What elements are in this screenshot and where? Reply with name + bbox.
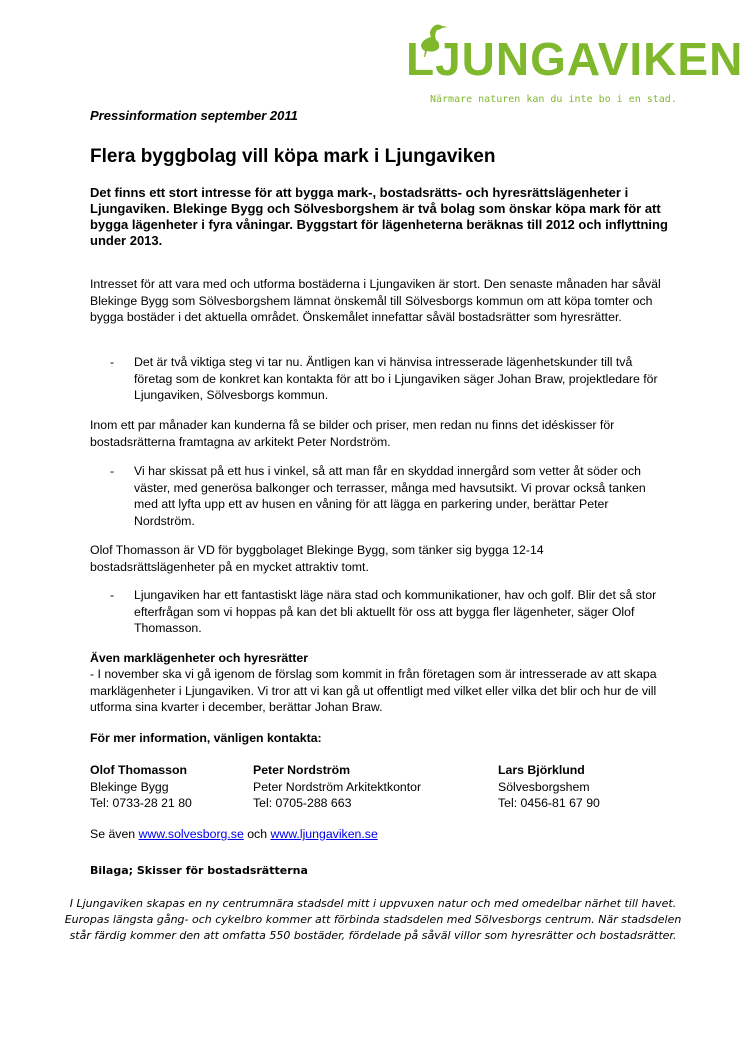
contact-tel: Tel: 0705-288 663 [253, 796, 352, 810]
contact-name: Peter Nordström [253, 763, 351, 777]
press-info-label: Pressinformation september 2011 [90, 108, 298, 123]
section-heading: Även marklägenheter och hyresrätter [90, 651, 309, 665]
see-also-prefix: Se även [90, 827, 139, 841]
quote-bullet-1 [90, 354, 670, 404]
quote-text: Det är två viktiga steg vi tar nu. Äntligen kan vi hänvisa intresserade lägenhetskunder till två företag som de konkret kan kontakta för att bo i Ljungaviken säger Johan Braw, projektledare för Ljungaviken, Sölvesborgs kommun. [134, 355, 658, 402]
lead-paragraph: Det finns ett stort intresse för att bygga mark-, bostadsrätts- och hyresrättslägenheter i Ljungaviken. Blekinge Bygg och Sölvesborgshem är två bolag som önskar köpa mark för att bygga lägenheter i fyra våningar. Byggstart för lägenheterna beräknas till 2012 och inflyttning under 2013. [90, 185, 668, 248]
contact-tel: Tel: 0733-28 21 80 [90, 796, 192, 810]
see-also-middle: och [243, 827, 271, 841]
document-title: Flera byggbolag vill köpa mark i Ljungaviken [90, 146, 496, 167]
contact-name: Lars Björklund [498, 763, 585, 777]
bullet-dash: - [110, 464, 115, 478]
contact-block-2 [253, 762, 421, 812]
quote-text: Ljungaviken har ett fantastiskt läge nära stad och kommunikationer, hav och golf. Blir det så stor efterfrågan som vi hoppas på kan det bli aktuellt för oss att bygga fler lägenheter, säger Olof Thomasson. [134, 588, 657, 635]
body-paragraph-1: Intresset för att vara med och utforma bostäderna i Ljungaviken är stort. Den senaste månaden har såväl Blekinge Bygg som Sölvesborgshem lämnat önskemål till Sölvesborgs kommun om att köpa tomter och bygga bostäder i det aktuella området. Önskemålet innefattar såväl bostadsrätter som hyresrätter. [90, 277, 661, 324]
see-also-line [90, 826, 670, 843]
contact-tel: Tel: 0456-81 67 90 [498, 796, 600, 810]
contact-org: Peter Nordström Arkitektkontor [253, 779, 422, 794]
contact-org: Sölvesborgshem [498, 779, 590, 794]
contact-org: Blekinge Bygg [90, 779, 169, 794]
section-paragraph: - I november ska vi gå igenom de förslag som kommit in från företagen som är intresserade av att skapa marklägenheter i Ljungaviken. Vi tror att vi kan gå ut offentligt med vilket eller vilka det blir och hur de vill utforma sina kvarter i december, berättar Johan Braw. [90, 667, 657, 714]
contact-heading: För mer information, vänligen kontakta: [90, 731, 322, 745]
footer-boilerplate: I Ljungaviken skapas en ny centrumnära stadsdel mitt i uppvuxen natur och med omedelbar närhet till havet. Europas längsta gång- och cykelbro kommer att förbinda stadsdelen med Sölvesborgs centrum. När stadsdelen står färdig kommer den att omfatta 550 bostäder, fördelade på såväl villor som hyresrätter och bostadsrätter. [64, 897, 682, 942]
body-paragraph-2: Inom ett par månader kan kunderna få se bilder och priser, men redan nu finns det idéskisser för bostadsrätterna framtagna av arkitekt Peter Nordström. [90, 418, 615, 449]
ljungaviken-logo [392, 22, 744, 114]
contact-name: Olof Thomasson [90, 763, 188, 777]
contact-block-3 [498, 762, 600, 812]
solvesborg-link[interactable]: www.solvesborg.se [138, 827, 244, 841]
bullet-dash: - [110, 355, 115, 369]
quote-bullet-3 [90, 587, 670, 637]
logo-tagline: Närmare naturen kan du inte bo i en stad. [430, 94, 677, 105]
ljungaviken-link[interactable]: www.ljungaviken.se [270, 827, 378, 841]
logo-wordmark: LJUNGAVIKEN [406, 33, 744, 85]
body-paragraph-3: Olof Thomasson är VD för byggbolaget Blekinge Bygg, som tänker sig bygga 12-14 bostadsrättslägenheter på en mycket attraktiv tomt. [90, 543, 544, 574]
quote-text: Vi har skissat på ett hus i vinkel, så att man får en skyddad innergård som vetter åt söder och väster, med generösa balkonger och terrasser, många med havsutsikt. Vi provar också tanken med att lyfta upp ett av husen en våning för att lägga en parkering under, berättar Peter Nordström. [134, 464, 646, 528]
contact-block-1 [90, 762, 192, 812]
bullet-dash: - [110, 588, 115, 602]
quote-bullet-2 [90, 463, 670, 529]
attachment-note: Bilaga; Skisser för bostadsrätterna [90, 864, 308, 877]
